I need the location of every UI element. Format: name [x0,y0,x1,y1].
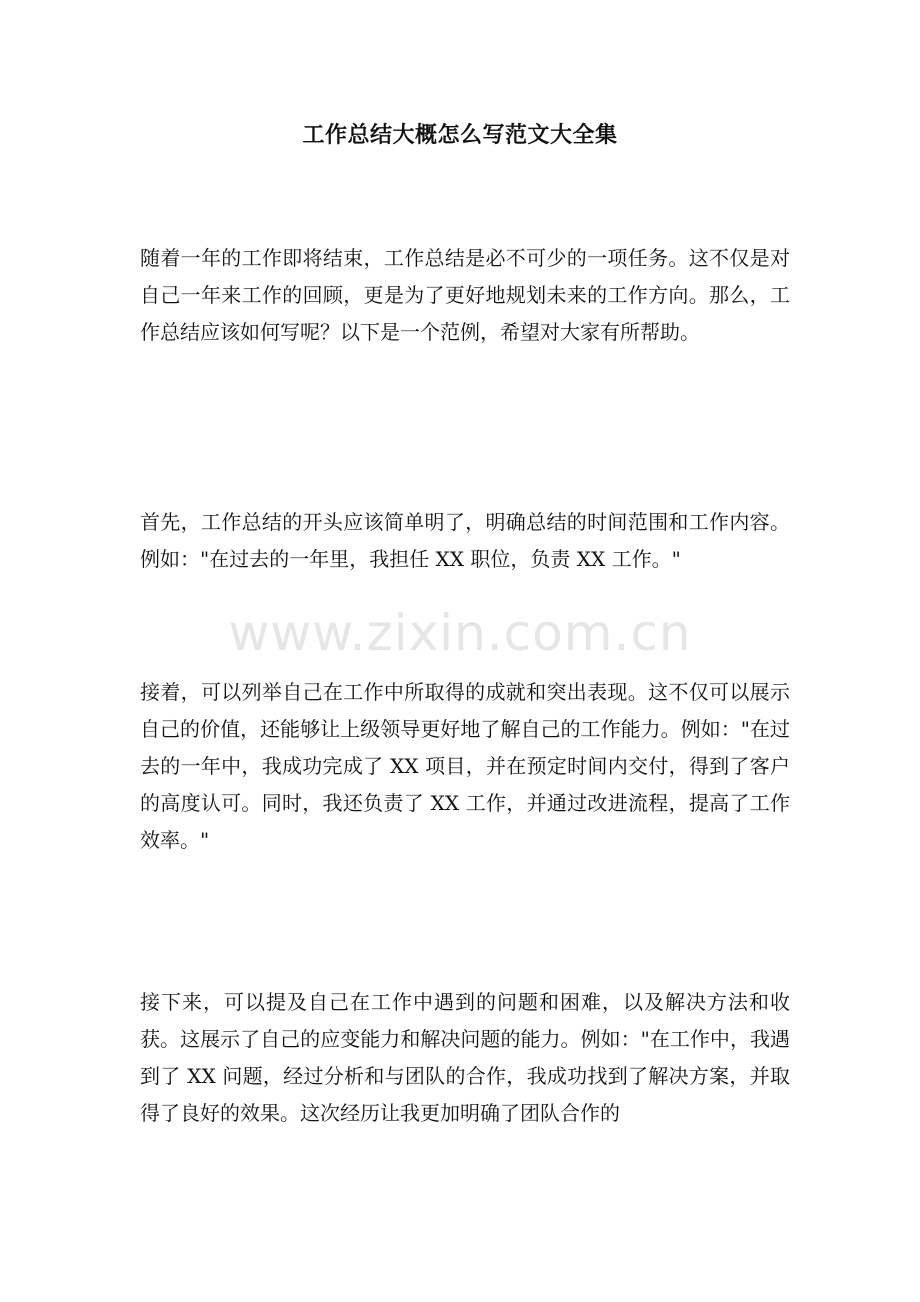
paragraph-intro: 随着一年的工作即将结束，工作总结是必不可少的一项任务。这不仅是对自己一年来工作的回顾，更是为了更好地规划未来的工作方向。那么，工作总结应该如何写呢？以下是一个范例，希望对大家有所帮助。 [140,246,790,344]
paragraph-achievements: 接着，可以列举自己在工作中所取得的成就和突出表现。这不仅可以展示自己的价值，还能够让上级领导更好地了解自己的工作能力。例如："在过去的一年中，我成功完成了 XX 项目，并在预定时间内交付，得到了客户的高度认可。同时，我还负责了 XX 工作，并通过改进流程，提高了工作效率。" [140,680,790,852]
document-title: 工作总结大概怎么写范文大全集 [302,122,618,148]
watermark: www.zixin.com.cn [228,604,692,662]
paragraph-problems: 接下来，可以提及自己在工作中遇到的问题和困难，以及解决方法和收获。这展示了自己的应变能力和解决问题的能力。例如："在工作中，我遇到了 XX 问题，经过分析和与团队的合作，我成功找到了解决方案，并取得了良好的效果。这次经历让我更加明确了团队合作的 [140,990,790,1125]
paragraph-opening: 首先，工作总结的开头应该简单明了，明确总结的时间范围和工作内容。例如："在过去的一年里，我担任 XX 职位，负责 XX 工作。" [140,510,790,571]
